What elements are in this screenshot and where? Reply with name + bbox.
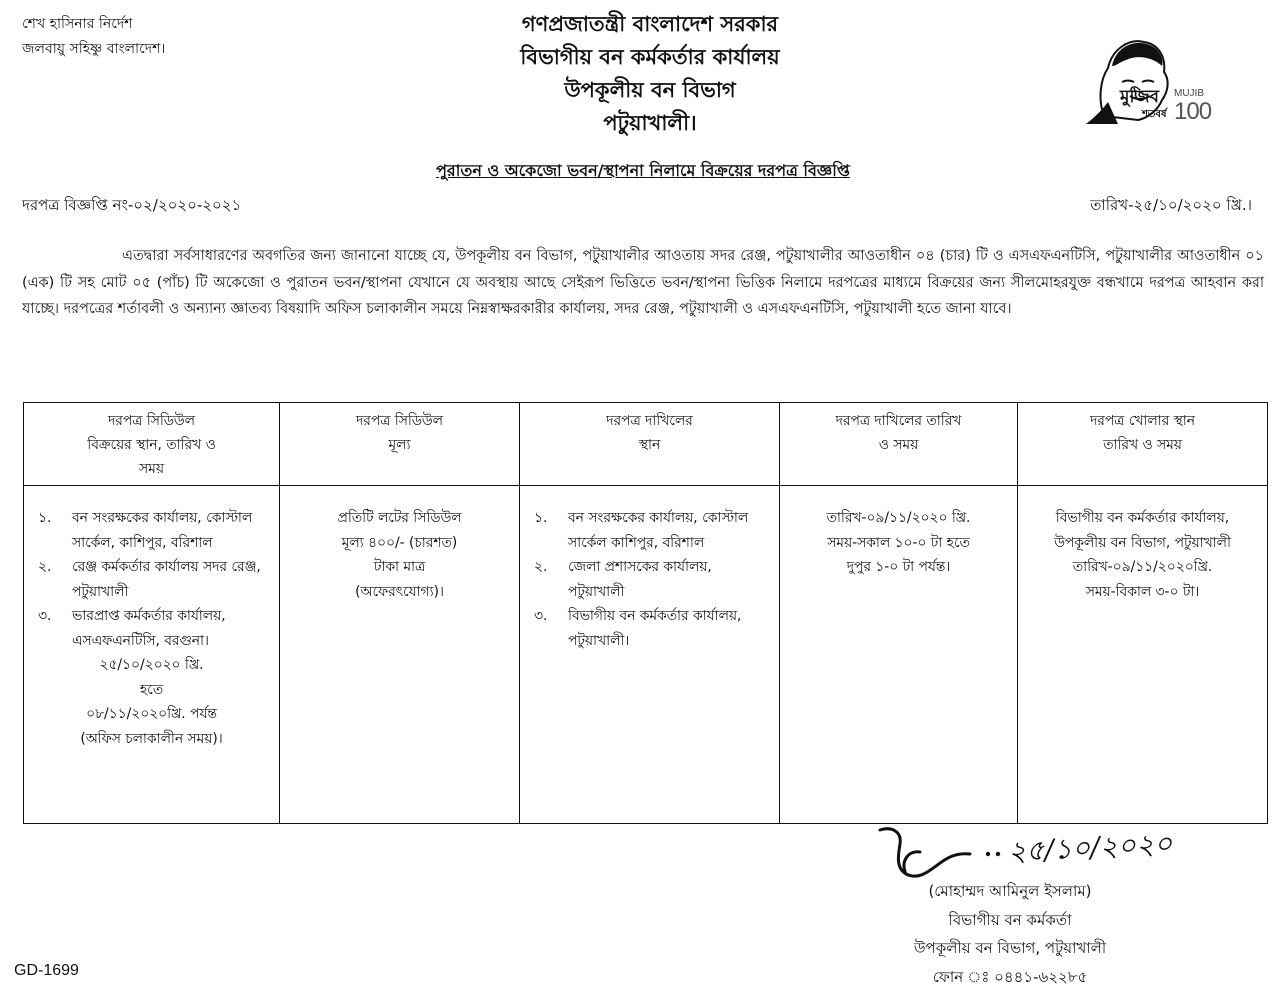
slogan (22, 12, 165, 62)
list-item (32, 604, 271, 653)
list-number: ২. (38, 559, 52, 575)
footer-code: GD-1699 (14, 962, 79, 979)
list-number: ৩. (534, 608, 548, 624)
notice-date: তারিখ-২৫/১০/২০২০ খ্রি.। (1090, 196, 1252, 214)
header-line: সময় (139, 461, 164, 477)
header-location: পটুয়াখালী। (603, 111, 697, 135)
logo-sub-bn: শতবর্ষ (1142, 109, 1167, 120)
office-header (400, 8, 900, 140)
price-line: টাকা মাত্র (373, 559, 426, 575)
header-submission-date (780, 403, 1018, 486)
mujib-100-logo (1078, 20, 1212, 130)
header-division: উপকূলীয় বন বিভাগ (564, 78, 736, 102)
signatory-name: (মোহাম্মদ আমিনুল ইসলাম) (928, 882, 1092, 900)
sale-location-list (32, 506, 271, 653)
logo-brand-en: MUJIB (1174, 88, 1204, 99)
slogan-line-1: শেখ হাসিনার নির্দেশ (22, 16, 133, 32)
list-item (32, 555, 271, 604)
header-government: গণপ্রজাতন্ত্রী বাংলাদেশ সরকার (521, 12, 779, 36)
header-opening-place (1018, 403, 1268, 486)
cell-schedule-price (280, 486, 520, 824)
header-line: তারিখ ও সময় (1103, 437, 1182, 453)
price-line: প্রতিটি লটের সিডিউল (337, 510, 462, 526)
header-line: দরপত্র খোলার স্থান (1089, 413, 1195, 429)
sale-date-to: ০৮/১১/২০২০খ্রি. পর্যন্ত (86, 706, 217, 722)
reference-number: দরপত্র বিজ্ঞপ্তি নং-০২/২০২০-২০২১ (22, 196, 242, 214)
logo-number: 100 (1174, 98, 1212, 125)
list-number: ১. (534, 510, 548, 526)
cell-schedule-sale (24, 486, 280, 824)
sale-time-note: (অফিস চলাকালীন সময়)। (80, 730, 223, 747)
header-line: দরপত্র দাখিলের তারিখ (835, 413, 962, 429)
cell-submission-place (520, 486, 780, 824)
list-text: বন সংরক্ষকের কার্যালয়, কোস্টাল সার্কেল, কাশিপুর, বরিশাল (72, 510, 253, 551)
header-line: মূল্য (388, 437, 411, 453)
list-number: ৩. (38, 608, 52, 624)
header-submission-place (520, 403, 780, 486)
tender-schedule-table (23, 402, 1268, 824)
header-line: স্থান (638, 437, 661, 453)
logo-brand-bn: মুজিব (1120, 87, 1159, 107)
header-line: ও সময় (878, 437, 919, 453)
signature-date: ২৫/১০/২০২০ (1007, 826, 1174, 869)
signatory-block (820, 877, 1200, 991)
signatory-office: উপকূলীয় বন বিভাগ, পটুয়াখালী (913, 939, 1107, 957)
list-text: জেলা প্রশাসকের কার্যালয়, পটুয়াখালী (568, 559, 712, 600)
notice-body: এতদ্বারা সর্বসাধারণের অবগতির জন্য জানানো যাচ্ছে যে, উপকূলীয় বন বিভাগ, পটুয়াখালীর আওতায় সদর রেঞ্জ, পটুয়াখালীর আওতাধীন ০৪ (চার) টি ও এসএফএনটিসি, পটুয়াখালীর আওতাধীন ০১ (এক) টি সহ মোট ০৫ (পাঁচ) টি অকেজো ও পুরাতন ভবন/স্থাপনা যেখানে যে অবস্থায় আছে সেইরূপ ভিত্তিতে ভবন/স্থাপনা ভিত্তিক নিলামে দরপত্রের মাধ্যমে বিক্রয়ের জন্য সীলমোহরযুক্ত বন্ধখামে দরপত্র আহবান করা যাচ্ছে। দরপত্রের শর্তাবলী ও অন্যান্য জ্ঞাতব্য বিষয়াদি অফিস চলাকালীন সময়ে নিম্নস্বাক্ষরকারীর কার্যালয়, সদর রেঞ্জ, পটুয়াখালী ও এসএফএনটিসি, পটুয়াখালী হতে জানা যাবে। (22, 248, 1264, 317)
table-row (24, 486, 1268, 824)
opening-date: তারিখ-০৯/১১/২০২০খ্রি. (1072, 559, 1213, 575)
table-header-row (24, 403, 1268, 486)
opening-time: সময়-বিকাল ৩-০ টা। (1085, 583, 1200, 600)
opening-office: বিভাগীয় বন কর্মকর্তার কার্যালয়, (1055, 510, 1230, 526)
header-line: দরপত্র দাখিলের (606, 413, 693, 429)
list-text: রেঞ্জ কর্মকর্তার কার্যালয় সদর রেঞ্জ, পটুয়াখালী (72, 559, 261, 600)
list-item (528, 506, 771, 555)
sale-date-from: ২৫/১০/২০২০ খ্রি. (99, 657, 204, 673)
header-line: দরপত্র সিডিউল (356, 413, 443, 429)
list-text: বিভাগীয় বন কর্মকর্তার কার্যালয়, পটুয়াখালী। (568, 608, 742, 649)
header-schedule-sale (24, 403, 280, 486)
header-office: বিভাগীয় বন কর্মকর্তার কার্যালয় (520, 45, 780, 69)
list-number: ১. (38, 510, 52, 526)
slogan-line-2: জলবায়ু সহিষ্ণু বাংলাদেশ। (22, 41, 166, 57)
sale-date-connector: হতে (139, 681, 164, 698)
cell-submission-date (780, 486, 1018, 824)
notice-title-text: পুরাতন ও অকেজো ভবন/স্থাপনা নিলামে বিক্রয়ের দরপত্র বিজ্ঞপ্তি (436, 161, 850, 180)
list-number: ২. (534, 559, 548, 575)
list-text: বন সংরক্ষকের কার্যালয়, কোস্টাল সার্কেল কাশিপুর, বরিশাল (568, 510, 749, 551)
opening-division: উপকূলীয় বন বিভাগ, পটুয়াখালী (1054, 534, 1231, 551)
list-text: ভারপ্রাপ্ত কর্মকর্তার কার্যালয়, এসএফএনটিসি, বরগুনা। (72, 608, 226, 649)
price-line: মূল্য ৪০০/- (চারশত) (341, 534, 458, 551)
list-item (32, 506, 271, 555)
cell-opening-place (1018, 486, 1268, 824)
signatory-phone: ফোন ঃ ০৪৪১-৬২২৮৫ (932, 967, 1088, 986)
price-line: (অফেরৎযোগ্য)। (355, 583, 444, 600)
header-schedule-price (280, 403, 520, 486)
submission-place-list (528, 506, 771, 653)
submission-time-end: দুপুর ১-০ টা পর্যন্ত। (846, 559, 951, 575)
list-item (528, 555, 771, 604)
submission-date: তারিখ-০৯/১১/২০২০ খ্রি. (826, 510, 971, 526)
header-line: দরপত্র সিডিউল (108, 413, 195, 429)
signature (862, 822, 1282, 884)
submission-time: সময়-সকাল ১০-০ টা হতে (827, 534, 970, 551)
list-item (528, 604, 771, 653)
notice-title (200, 158, 1086, 185)
signatory-designation: বিভাগীয় বন কর্মকর্তা (948, 910, 1072, 929)
header-line: বিক্রয়ের স্থান, তারিখ ও (87, 437, 216, 453)
